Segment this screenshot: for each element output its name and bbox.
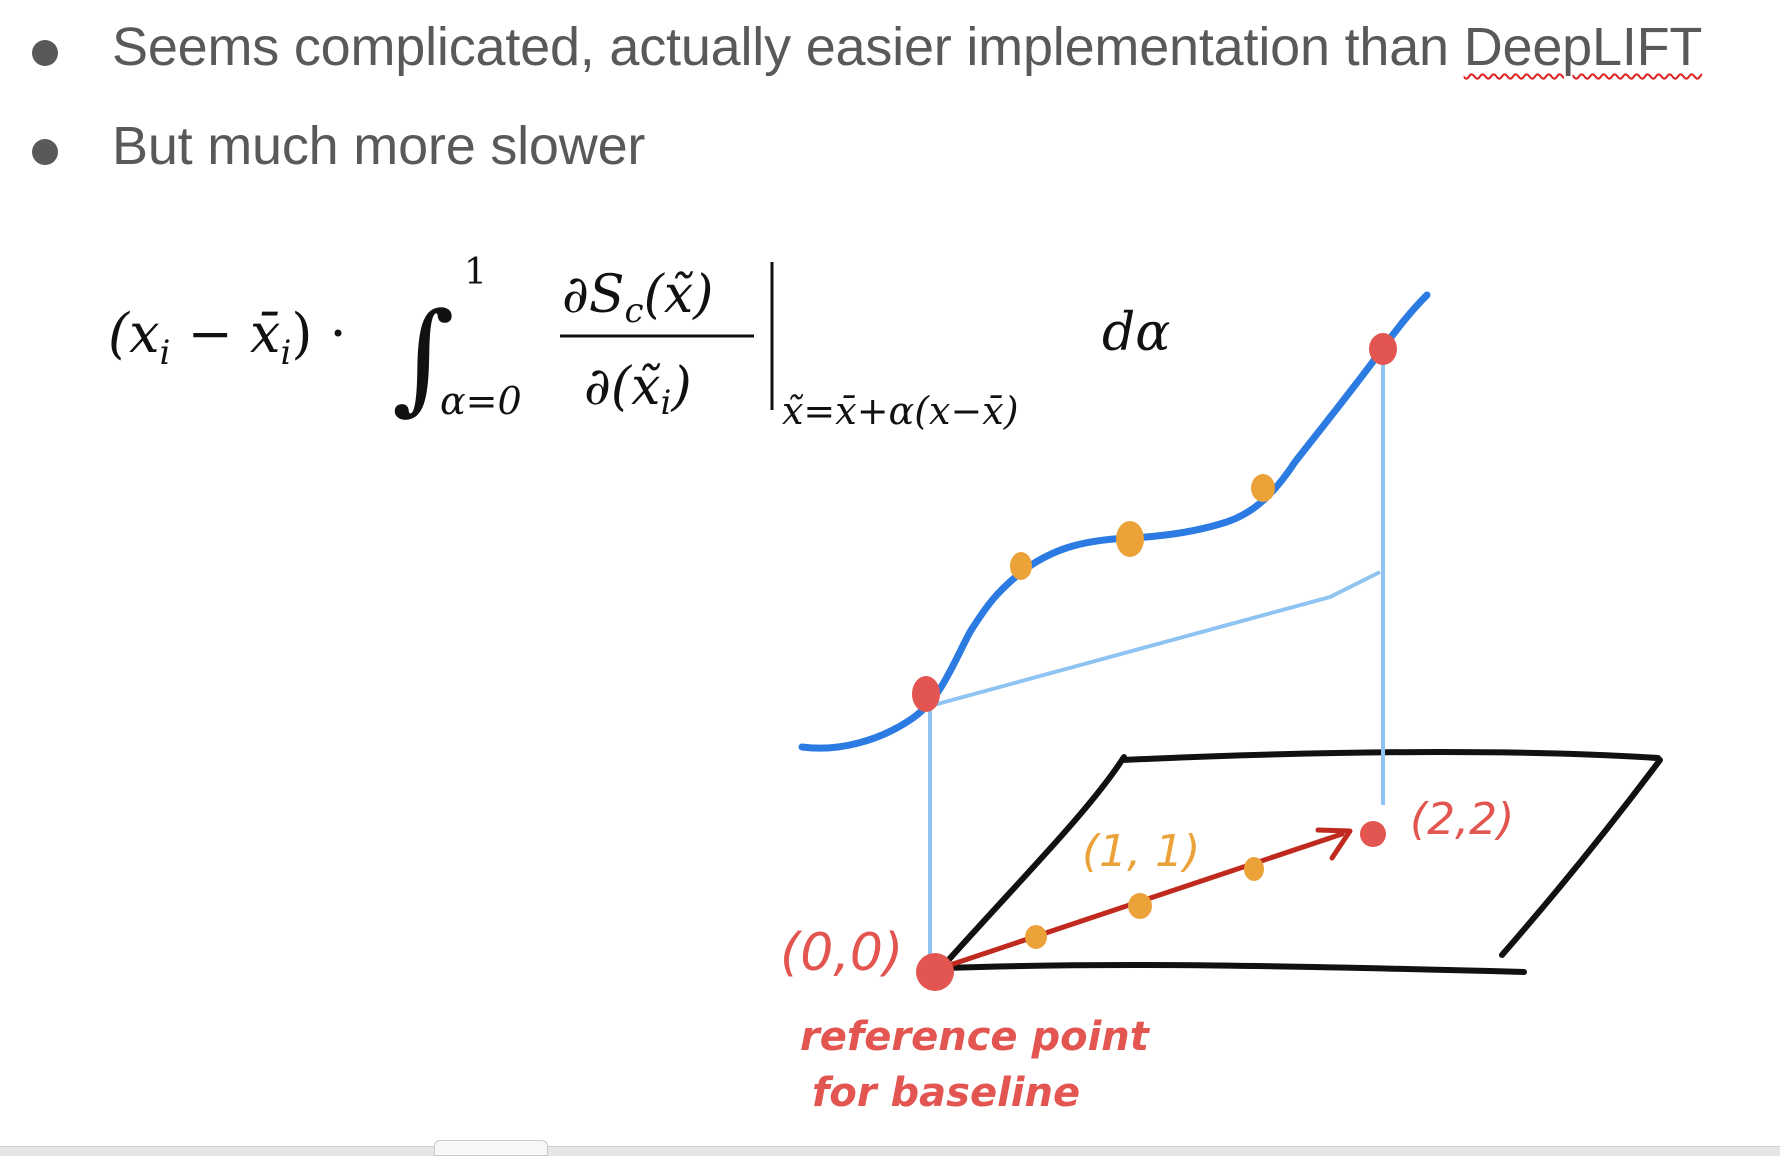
formula-lhs: ($x_i$ − $x̄_i$) · [108, 302, 347, 373]
reference-note-line2: for baseline [812, 1070, 1081, 1116]
formula-differential: dα [1102, 303, 1171, 363]
bullet-text: But much more slower [112, 116, 646, 176]
midpoint-label: (1, 1) [1082, 826, 1201, 877]
spellcheck-flagged-word[interactable]: DeepLIFT [1463, 17, 1703, 77]
baseline-point [916, 953, 954, 991]
fraction-numerator: ∂Sc(x̃) [562, 265, 714, 331]
integral-lower-limit: α=0 [440, 379, 522, 423]
curve-interpolation-point [1251, 474, 1275, 502]
path-interpolation-point [1128, 893, 1152, 919]
input-plane [944, 752, 1660, 972]
path-interpolation-point [1025, 925, 1047, 949]
integral-upper-limit: 1 [464, 252, 487, 293]
bullet-text-main: Seems complicated, actually easier implementation than [112, 17, 1464, 77]
fraction-denominator: ∂(x̃i) [584, 357, 692, 423]
input-point [1360, 821, 1386, 847]
scrollbar-thumb[interactable] [434, 1140, 548, 1156]
horizontal-scrollbar[interactable] [0, 1146, 1780, 1156]
origin-label: (0,0) [780, 923, 904, 983]
reference-note-line1: reference point [800, 1014, 1149, 1060]
curve-interpolation-point [1010, 552, 1032, 580]
plane-outline [944, 752, 1660, 972]
evaluation-point: x̃=x̄+α(x−x̄) [782, 389, 1019, 433]
integrated-gradients-formula [108, 252, 1170, 433]
end-point-label: (2,2) [1410, 794, 1515, 845]
curve-interpolation-point [1116, 521, 1144, 557]
curve-input-point [1369, 333, 1397, 365]
curve-baseline-point [912, 676, 940, 712]
path-interpolation-point [1244, 857, 1264, 881]
integral-sign: ∫ [392, 288, 455, 427]
